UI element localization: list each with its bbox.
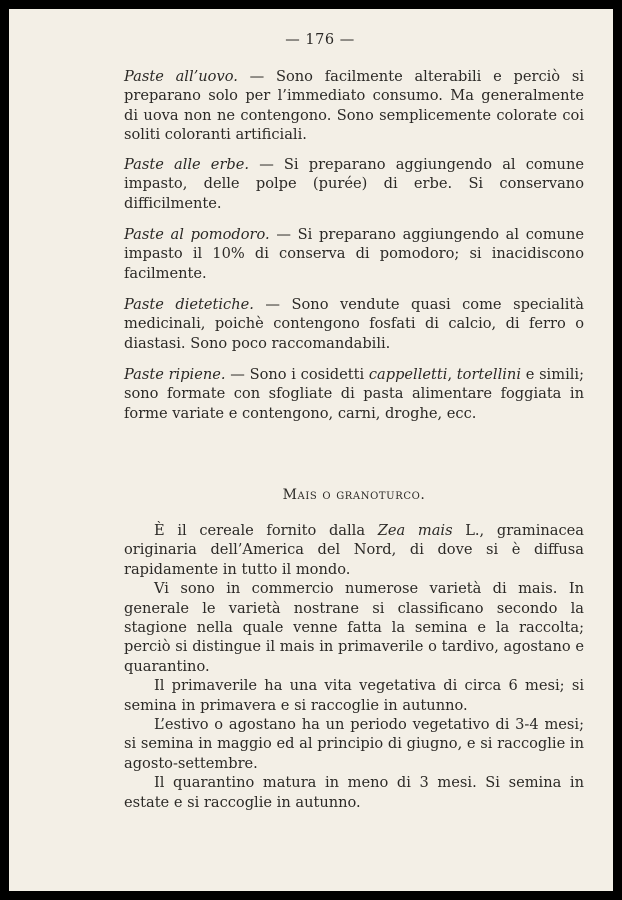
section-title: Mais o granoturco. <box>282 487 426 503</box>
paragraph-paste-dietetiche <box>124 295 584 353</box>
mais-paragraph: Il primaverile ha una vita vegetativa di circa 6 mesi; si semina in primavera e si raccoglie in autunno. <box>124 677 584 714</box>
term-paste-dietetiche: Paste dietetiche. <box>124 296 254 313</box>
term-paste-ripiene: Paste ripiene. <box>124 366 226 383</box>
mais-paragraph: Il quarantino matura in meno di 3 mesi. Si semina in estate e si raccoglie in autunno. <box>124 774 584 811</box>
paragraph-paste-erbe <box>124 155 584 213</box>
mais-paragraph <box>124 521 584 579</box>
section-mais-body <box>124 521 584 812</box>
term-paste-uovo: Paste all’uovo. <box>124 68 238 85</box>
book-page <box>9 9 613 891</box>
mais-paragraph: Vi sono in commercio numerose varietà di mais. In generale le varietà nostrane si classificano secondo la stagione nella quale venne fatta la semina e la raccolta; perciò si distingue il mais in primaverile o tardivo, agostano e quarantino. <box>124 580 584 675</box>
term-tortellini: tortellini <box>456 366 521 383</box>
paragraph-paste-ripiene <box>124 365 584 423</box>
term-paste-pomodoro: Paste al pomodoro. <box>124 226 270 243</box>
text-paste-pomodoro: — Si preparano aggiungendo al comune impasto il 10% di conserva di pomodoro; si inacidiscono facilmente. <box>124 226 584 282</box>
text-paste-ripiene-c: e simili; sono formate con sfogliate di pasta alimentare foggiata in forme variate e contengono, carni, droghe, ecc. <box>124 366 584 422</box>
text-paste-erbe: — Si preparano aggiungendo al comune impasto, delle polpe (purée) di erbe. Si conservano difficilmente. <box>124 156 584 212</box>
mais-species-name: Zea mais <box>377 522 453 539</box>
text-paste-ripiene-b: , <box>447 366 457 383</box>
text-paste-uovo: — Sono facilmente alterabili e perciò si preparano solo per l’immediato consumo. Ma generalmente di uova non ne contengono. Sono semplicemente colorate coi soliti coloranti artificiali. <box>124 68 584 144</box>
term-paste-erbe: Paste alle erbe. <box>124 156 250 173</box>
text-paste-ripiene-a: — Sono i cosidetti <box>225 366 369 383</box>
paragraph-paste-uovo <box>124 67 584 145</box>
page-number: — 176 — <box>285 32 355 48</box>
mais-p1-a: È il cereale fornito dalla <box>154 522 378 539</box>
term-cappelletti: cappelletti <box>368 366 448 383</box>
mais-paragraph: L’estivo o agostano ha un periodo vegetativo di 3-4 mesi; si semina in maggio ed al principio di giugno, e si raccoglie in agosto-settembre. <box>124 716 584 772</box>
paragraph-paste-pomodoro <box>124 225 584 283</box>
text-paste-dietetiche: — Sono vendute quasi come specialità medicinali, poichè contengono fosfati di calcio, di ferro o diastasi. Sono poco raccomandabili. <box>124 296 584 352</box>
mais-p1-b: L., graminacea originaria dell’America del Nord, di dove si è diffusa rapidamente in tutto il mondo. <box>124 522 584 578</box>
